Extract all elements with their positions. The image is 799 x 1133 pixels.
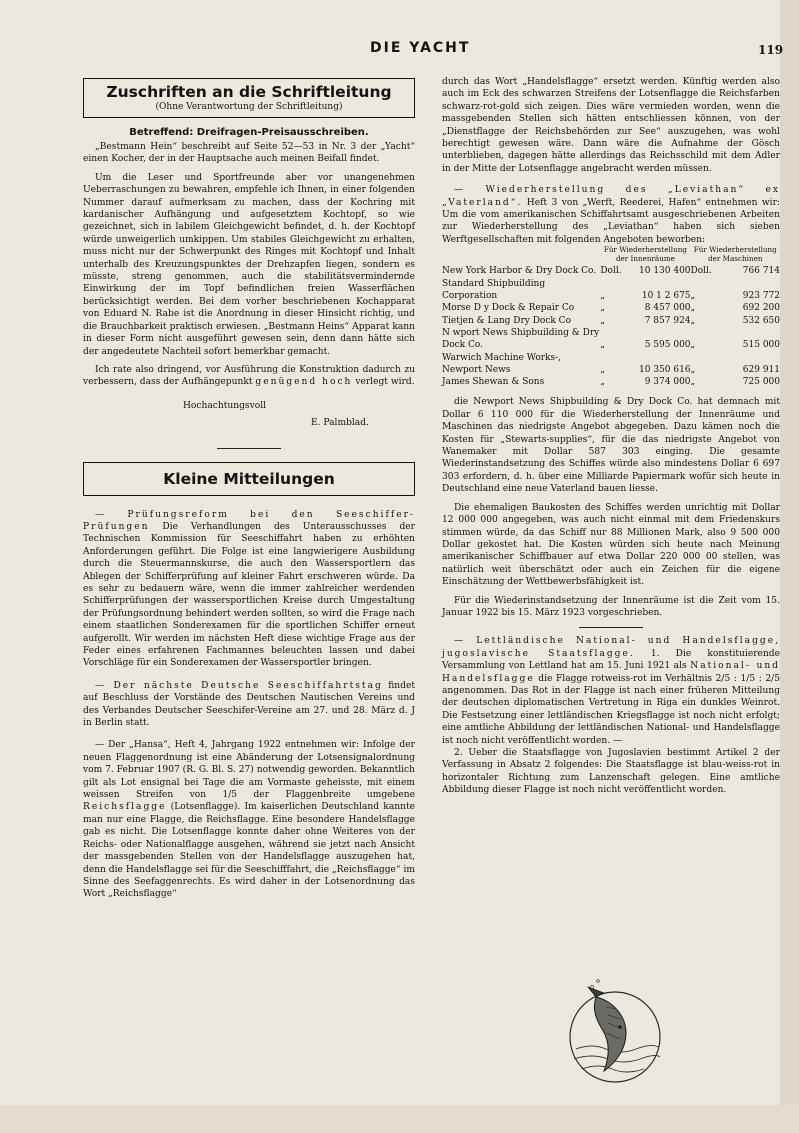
bid-row: [442, 278, 780, 303]
bid-machines: 692 200: [742, 303, 780, 314]
note-body: Die Verhandlungen des Unterausschusses der Technischen Kommission für Seeschiffahrt haben zu erhöhten Anforderungen geführt. Die Folge ist eine langwierigere Ausbildung durch die Steuermannskurse, die auch den Wassersportlern das Ablegen der Schifferprüfung auf kleiner Fahrt erschweren würde. Da es sehr zu bedauern wäre, wenn die immer zahlreicher werdenden Schifferprüfungen der wassersportlichen Kreise durch Umgestaltung der Prüfungsordnung behindert werden sollten, so wird die Frage nach einem staatlichen Sonderexamen für die sportlichen Schiffer erneut aufgerollt. Wir werden im nächsten Heft diese wichtige Frage aus der Feder eines erfahrenen Fachmannes beleuchten lassen und dabei Vorschläge für ein Sonderexamen der Wassersportler bringen.: [83, 521, 415, 669]
note-title: — Prüfungsreform bei den Seeschiffer-Prüfungen: [83, 509, 415, 532]
bid-machines: 532 650: [742, 315, 780, 326]
note-emphasis: Reichsflagge: [83, 802, 167, 813]
bid-interior: 5 595 000: [644, 340, 691, 351]
note-flags: [442, 635, 780, 747]
bid-interior: 9 374 000: [644, 377, 691, 388]
journal-title: DIE YACHT: [370, 40, 471, 56]
bid-machines: 515 000: [742, 340, 780, 351]
bid-name: Tietjen & Lang Dry Dock Co: [442, 315, 571, 326]
bid-prefix: „: [600, 315, 606, 326]
bid-name: Warwich Machine Works-, Newport News: [442, 352, 562, 375]
bid-prefix: „: [690, 291, 696, 302]
note-flags-yugoslavia: 2. Ueber die Staatsflagge von Jugoslavien bestimmt Artikel 2 der Verfassung in Absatz 2 folgendes: Die Staatsflagge ist blau-weiss-rot in horizontaler Richtung zum Lanzenschaft gelegen. Eine amtliche Abbildung dieser Flagge ist noch nicht veröffentlicht worden.: [442, 748, 780, 796]
bids-table: [442, 246, 780, 388]
bid-row: [442, 315, 780, 327]
bid-prefix: „: [600, 364, 606, 375]
letter-text: verlegt wird.: [355, 377, 415, 388]
bid-prefix: „: [690, 315, 696, 326]
bid-name: Standard Shipbuilding Corporation: [442, 278, 546, 302]
letter-closing: Hochachtungsvoll: [183, 400, 267, 411]
bid-machines: 725 000: [742, 377, 780, 388]
letters-heading: Zuschriften an die Schriftleitung: [106, 83, 392, 101]
letter-paragraph: „Bestmann Hein“ beschreibt auf Seite 52—53 in Nr. 3 der „Yacht“ einen Kocher, der in der Hauptsache auch meinen Beifall findet.: [83, 142, 415, 165]
bid-prefix: „: [600, 377, 606, 388]
bid-prefix: „: [690, 340, 696, 351]
bid-prefix: „: [600, 303, 606, 314]
notes-heading: Kleine Mitteilungen: [163, 469, 335, 488]
note-title: — Der nächste Deutsche Seeschiffahrtstag: [95, 680, 383, 691]
bid-machines: 766 714: [742, 266, 780, 277]
bid-name: Morse D y Dock & Repair Co: [442, 303, 575, 314]
note-body: Heft 3 von „Werft, Reederei, Hafen“ entnehmen wir: Um die vom amerikanischen Schiffahrtsamt ausgeschriebenen Arbeiten zur Wiederherstellung des „Leviathan“ haben sich sieben Werftgesellschaften mit folgenden Angeboten beworben:: [442, 197, 780, 245]
note-body: — Der „Hansa“, Heft 4, Jahrgang 1922 entnehmen wir: Infolge der neuen Flaggenordnung ist eine Abänderung der Lotsensignalordnung vom 7. Februar 1907 (R. G. Bl. S. 27) notwendig geworden. Bekanntlich gilt als Lot ensignal bei Tage die am Vormaste geheisste, mit einem weissen Streifen von 1/5 der Flaggenbreite umgebene: [83, 740, 415, 801]
section-divider: [217, 448, 281, 449]
bid-prefix: Doll.: [600, 266, 622, 277]
bid-prefix: Doll.: [690, 266, 712, 277]
note-body: (Lotsenflagge). Im kaiserlichen Deutschland kannte man nur eine Flagge, die Reichsflagge. Eine besondere Handelsflagge gab es nicht. Die Lotsenflagge konnte daher ohne Weiteres von der Reichs- oder Nationalflagge ausgehen, während sie jetzt nach Ansicht der massgebenden Stellen von der Handelsflagge auszugehen hat, denn die Handelsflagge sei für die Seeschifffahrt, die „Reichsflagge“ im Sinne des Seefaggenrechts. Es wird daher in der Lotsenordnung das Wort „Reichsflagge“: [83, 802, 415, 900]
running-header: [0, 40, 799, 60]
bids-col-interior: Für Wiederherstellung der Innenräume: [603, 245, 687, 263]
letter-signature: E. Palmblad.: [311, 418, 369, 429]
bid-row: [442, 265, 780, 277]
note-leviathan-cont: die Newport News Shipbuilding & Dry Dock Co. hat demnach mit Dollar 6 110 000 für die Wiederherstellung der Innenräume und Maschinen das niedrigste Angebot abgegeben. Dazu kämen noch die Kosten für „Stewarts-supplies“, für die das niedrigste Angebot von Wanemaker mit Dollar 587 303 einging. Die gesamte Wiederinstandsetzung des Schiffes würde also mindestens Dollar 6 697 303 erfordern, d. h. über eine Milliarde Papiermark wofür sich heute in Deutschland eine neue Vaterland bauen liesse.: [442, 397, 780, 495]
letter-topic: Betreffend: Dreifragen-Preisausschreiben.: [129, 127, 369, 138]
bid-name: James Shewan & Sons: [442, 377, 545, 388]
right-page-edge: [780, 0, 799, 1133]
bid-interior: 8 457 000: [644, 303, 691, 314]
bid-prefix: „: [690, 377, 696, 388]
bid-row: [442, 302, 780, 314]
note-title: — Lettländische National- und Handelsflagge, jugoslavische Staatsflagge.: [442, 636, 780, 659]
section-divider: [579, 627, 643, 628]
bids-col-machines: Für Wiederherstellung der Maschinen: [693, 245, 777, 263]
fish-vignette-image: [562, 975, 668, 1087]
note-leviathan: [442, 184, 780, 246]
note-leviathan-time: Für die Wiederinstandsetzung der Innenräume ist die Zeit vom 15. Januar 1922 bis 15. März 1923 vorgeschrieben.: [442, 595, 780, 618]
note-pilot-flag-cont: durch das Wort „Handelsflagge“ ersetzt werden. Künftig werden also auch im Eck des schwarzen Streifens der Lotsenflagge die Reichsfarben schwarz-rot-gold sich zeigen. Dies wäre vermieden worden, wenn die massgebenden Stellen sich hätten entschliessen können, von der „Dienstflagge der Reichsbehörden zur See“ auszugehen, was wohl berechtigt gewesen wäre. Dann wäre die Aufnahme der Gösch unterblieben, dagegen hätte allerdings das Reichsschild mit dem Adler in der Mitte der Lotsenflagge angebracht werden müssen.: [442, 77, 780, 174]
page-number: 119: [758, 43, 784, 57]
bid-name: New York Harbor & Dry Dock Co.: [442, 266, 597, 277]
left-column: [83, 78, 415, 901]
letters-heading-box: [83, 78, 415, 118]
note-body: 1. Die konstituierende Versammlung von Lettland hat am 15. Juni 1921 als: [442, 648, 780, 672]
note-body: die Flagge rotweiss-rot im Verhältnis 2/5 : 1/5 : 2/5 angenommen. Das Rot in der Flagge ist nach einer früheren Mitteilung der deutschen diplomatischen Vertretung in Riga ein dunkles Weinrot. Die Festsetzung einer lettländischen Kriegsflagge ist noch nicht erfolgt; eine amtliche Abbildung der lettländischen National- und Handelsflagge ist noch nicht veröffentlicht worden. —: [442, 673, 780, 746]
letter-paragraph: Um die Leser und Sportfreunde aber vor unangenehmen Ueberraschungen zu bewahren, empfehle ich Ihnen, in einer folgenden Nummer darauf aufmerksam zu machen, dass der Kochring mit kardanischer Aufhängung und aufgesetztem Kochtopf, so wie gezeichnet, sich in labilem Gleichgewicht befindet, d. h. der Kochtopf würde unweigerlich umkippen. Um stabiles Gleichgewicht zu erhalten, muss nicht nur der Schwerpunkt des Ringes mit Kochtopf und Inhalt unterhalb des Kreuzungspunktes der Drehzapfen liegen, sondern es müsste, streng genommen, auch die stabilitätsvermindernde Einwirkung der im Topf befindlichen freien Wasserflächen berücksichtigt werden. Bei dem vorher beschriebenen Kochapparat von Eduard N. Rabe ist die Anordnung in dieser Hinsicht richtig, und die Brauchbarkeit praktisch erwiesen. „Bestmann Heins“ Apparat kann in dieser Form nicht ausgeführt gewesen sein, denn dann hätte sich der angedeutete Nachteil sofort bemerkbar gemacht.: [83, 172, 415, 357]
notes-heading-box: [83, 462, 415, 496]
letter-paragraph-last: [83, 364, 415, 389]
note-exam-reform: [83, 509, 415, 670]
letter-emphasis: genügend hoch: [255, 377, 353, 388]
bid-machines: 629 911: [742, 364, 780, 375]
note-title: — Wiederherstellung des „Leviathan“ ex „Vaterland“.: [442, 185, 780, 208]
bid-row: [442, 376, 780, 388]
bid-name: N wport News Shipbuilding & Dry Dock Co.: [442, 327, 600, 351]
bid-interior: 10 350 616: [639, 364, 691, 375]
note-leviathan-cost: Die ehemaligen Baukosten des Schiffes werden unrichtig mit Dollar 12 000 000 angegeben, was auch nicht einmal mit dem Friedenskurs stimmen würde, da das Schiff nur 88 Millionen Mark, also 9 500 000 Dollar gekostet hat. Die Kosten würden sich heute nach Meinung amerikanischer Schiffbauer auf etwa Dollar 220 000 00 stellen, was natürlich weit überschätzt oder auch ein Zeichen für die eigene Einschätzung der Wettbewerbsfähigkeit ist.: [442, 502, 780, 588]
note-pilot-flag: [83, 739, 415, 900]
note-emphasis: National- und Handelsflagge: [442, 661, 780, 684]
bid-row: [442, 352, 780, 377]
bid-row: [442, 327, 780, 352]
letters-subheading: (Ohne Verantwortung der Schriftleitung): [155, 102, 343, 112]
bid-interior: 10 130 400: [639, 266, 691, 277]
bid-prefix: „: [690, 364, 696, 375]
bid-machines: 923 772: [742, 291, 780, 302]
note-shipping-day: [83, 680, 415, 730]
bid-interior: 7 857 924: [644, 315, 691, 326]
bottom-page-edge: [0, 1105, 799, 1133]
bid-prefix: „: [600, 340, 606, 351]
right-column: [442, 76, 780, 797]
bid-prefix: „: [690, 303, 696, 314]
bid-interior: 10 1 2 675: [641, 291, 691, 302]
letter-text: Ich rate also dringend, vor Ausführung die Konstruktion dadurch zu verbessern, dass der Aufhängepunkt: [83, 364, 415, 388]
note-body: findet auf Beschluss der Vorstände des Deutschen Nautischen Vereins und des Verbandes Deutscher Seeschifer-Vereine am 27. und 28. März d. J in Berlin statt.: [83, 680, 416, 729]
bid-prefix: „: [600, 291, 606, 302]
